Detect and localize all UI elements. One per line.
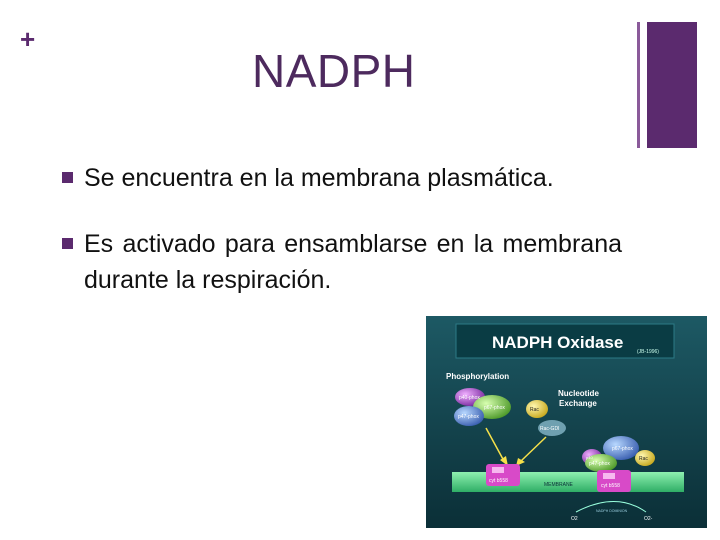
p40-label: p40-phox	[459, 395, 480, 401]
bottom-label: NADPH DOMINION	[596, 509, 628, 513]
diagram-subtitle: (JB-1996)	[637, 349, 659, 355]
slide-plus-icon: +	[20, 24, 36, 54]
cyt-left-label: cyt b558	[489, 478, 508, 484]
o2-right-label: O2-	[644, 516, 653, 522]
slide-title: NADPH	[252, 45, 416, 97]
exchange-label: Exchange	[559, 399, 597, 408]
bullet-text-2: Es activado para ensamblarse en la membrana durante la respiración.	[84, 230, 622, 294]
p47-label: p47-phox	[458, 414, 479, 420]
cyt-right-label: cyt b558	[601, 483, 620, 489]
phosphorylation-label: Phosphorylation	[446, 372, 510, 381]
right-rac-label: Rac	[639, 456, 648, 462]
bullet-marker-icon	[62, 238, 73, 249]
nucleotide-label: Nucleotide	[558, 389, 599, 398]
cyt-left-highlight	[492, 467, 504, 473]
o2-left-label: O2	[571, 516, 578, 522]
p67-label: p67-phox	[484, 405, 505, 411]
bullet-text-1: Se encuentra en la membrana plasmática.	[84, 164, 554, 192]
bullet-item-1	[62, 160, 622, 196]
membrane-label: MEMBRANE	[544, 482, 573, 488]
bullet-list	[62, 160, 622, 328]
cyt-right-highlight	[603, 473, 615, 479]
bullet-marker-icon	[62, 172, 73, 183]
accent-bar-thin	[637, 22, 640, 148]
right-p40-label: p40	[586, 455, 593, 460]
nadph-oxidase-diagram	[426, 316, 707, 528]
rac-gdi-label: Rac-GDI	[540, 426, 560, 432]
right-p67-label: p67-phox	[612, 446, 633, 452]
diagram-svg	[426, 316, 707, 528]
bullet-item-2	[62, 226, 622, 298]
accent-bar-thick	[647, 22, 697, 148]
right-p47-label: p47-phox	[589, 461, 610, 467]
diagram-title: NADPH Oxidase	[492, 333, 624, 352]
rac-label: Rac	[530, 407, 539, 413]
